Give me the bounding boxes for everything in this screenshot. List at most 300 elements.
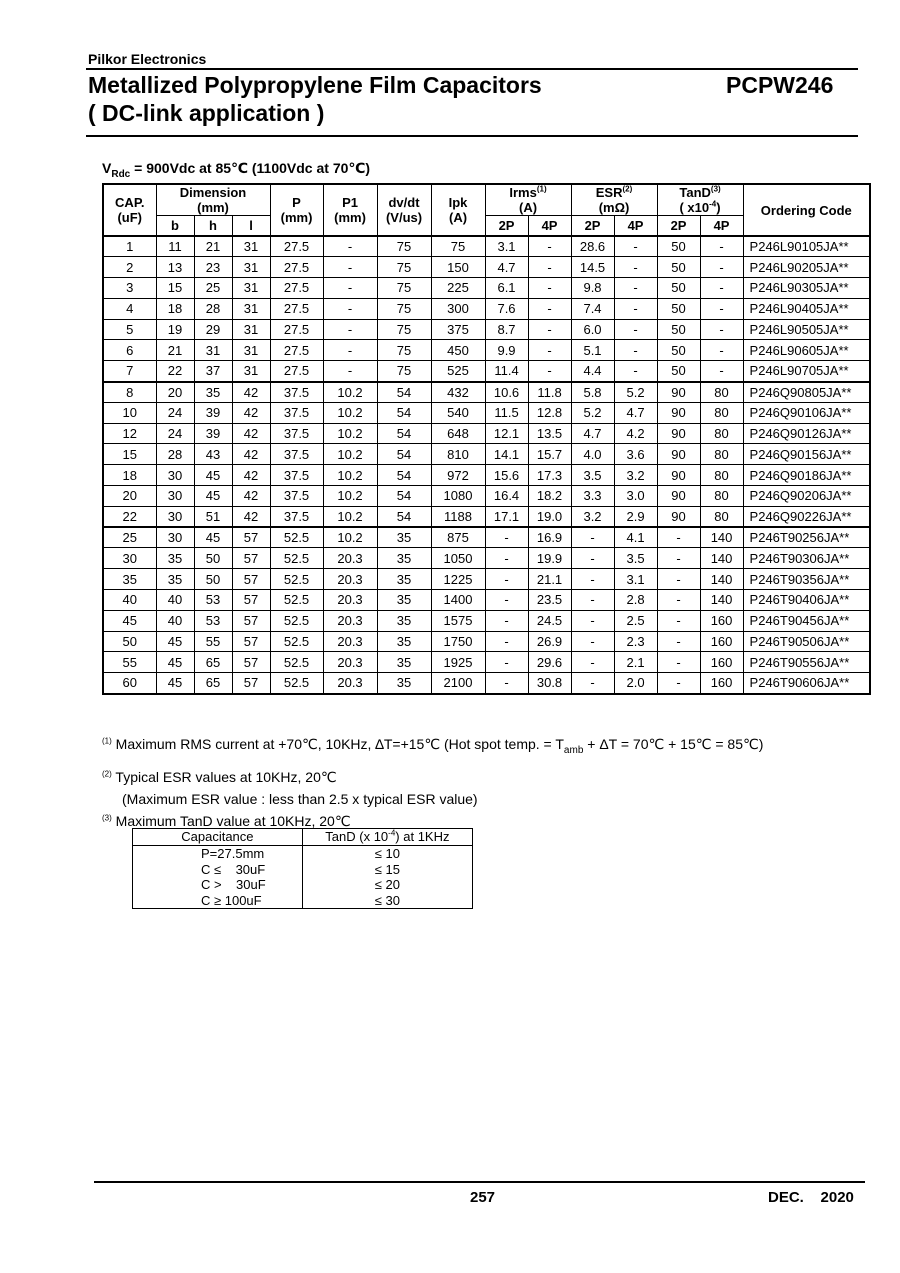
table-cell: 19.9: [528, 548, 571, 569]
table-cell: 10.6: [485, 382, 528, 403]
table-cell: 140: [700, 527, 743, 548]
ordering-code-cell: P246Q90206JA**: [743, 486, 870, 507]
table-cell: -: [485, 673, 528, 694]
table-cell: 42: [232, 402, 270, 423]
table-cell: 22: [103, 506, 156, 527]
table-cell: -: [657, 673, 700, 694]
table-row: [103, 506, 870, 527]
table-cell: 80: [700, 506, 743, 527]
table-cell: 35: [103, 569, 156, 590]
ordering-code-cell: P246T90356JA**: [743, 569, 870, 590]
table-cell: 4.0: [571, 444, 614, 465]
table-cell: 40: [156, 610, 194, 631]
table-cell: -: [485, 610, 528, 631]
table-cell: 42: [232, 486, 270, 507]
spec-table-body: [103, 236, 870, 694]
tand-row: [133, 846, 473, 862]
table-cell: -: [700, 340, 743, 361]
table-row: [103, 402, 870, 423]
header-esr: ESR$^{(2)}$ (mΩ): [571, 184, 657, 216]
table-cell: 160: [700, 673, 743, 694]
table-cell: -: [485, 548, 528, 569]
tand-capacitance-cell: C > 30uF: [133, 877, 303, 893]
header-h: h: [194, 216, 232, 237]
table-cell: 31: [232, 278, 270, 299]
table-cell: 30: [156, 465, 194, 486]
table-cell: 3.3: [571, 486, 614, 507]
table-cell: 52.5: [270, 610, 323, 631]
table-cell: -: [614, 319, 657, 340]
ordering-code-cell: P246Q90126JA**: [743, 423, 870, 444]
table-cell: 28: [194, 298, 232, 319]
table-cell: 17.1: [485, 506, 528, 527]
header-esr-2p: 2P: [571, 216, 614, 237]
table-cell: 18.2: [528, 486, 571, 507]
table-cell: 8.7: [485, 319, 528, 340]
table-cell: 21: [156, 340, 194, 361]
table-cell: 42: [232, 423, 270, 444]
table-cell: -: [323, 236, 377, 257]
document-date: DEC. 2020: [768, 1189, 854, 1206]
tand-header-capacitance: Capacitance: [133, 829, 303, 846]
table-cell: 2.5: [614, 610, 657, 631]
table-cell: 31: [232, 340, 270, 361]
table-cell: 28: [156, 444, 194, 465]
table-cell: 75: [377, 340, 431, 361]
table-cell: 9.8: [571, 278, 614, 299]
table-cell: -: [657, 527, 700, 548]
table-cell: 37.5: [270, 486, 323, 507]
table-cell: 35: [194, 382, 232, 403]
table-cell: 57: [232, 548, 270, 569]
table-cell: 55: [194, 631, 232, 652]
ordering-code-cell: P246L90305JA**: [743, 278, 870, 299]
table-cell: 54: [377, 402, 431, 423]
tand-value-cell: ≤ 10: [302, 846, 472, 862]
table-row: [103, 652, 870, 673]
table-cell: -: [485, 631, 528, 652]
document-title: [88, 71, 542, 127]
table-cell: 300: [431, 298, 485, 319]
table-cell: 31: [232, 236, 270, 257]
table-cell: 28.6: [571, 236, 614, 257]
table-cell: 20.3: [323, 673, 377, 694]
table-cell: 2.1: [614, 652, 657, 673]
table-cell: 3.5: [614, 548, 657, 569]
ordering-code-cell: P246T90556JA**: [743, 652, 870, 673]
table-cell: 18: [103, 465, 156, 486]
table-cell: 25: [194, 278, 232, 299]
table-cell: 51: [194, 506, 232, 527]
table-cell: 10.2: [323, 486, 377, 507]
table-cell: 57: [232, 610, 270, 631]
table-cell: 54: [377, 465, 431, 486]
table-row: [103, 610, 870, 631]
table-cell: 4.7: [485, 257, 528, 278]
table-cell: 160: [700, 610, 743, 631]
table-cell: -: [571, 631, 614, 652]
table-cell: -: [528, 278, 571, 299]
footnotes: [102, 733, 763, 832]
table-cell: 75: [431, 236, 485, 257]
ordering-code-cell: P246Q90106JA**: [743, 402, 870, 423]
table-cell: 37.5: [270, 423, 323, 444]
table-cell: -: [323, 319, 377, 340]
table-cell: 27.5: [270, 361, 323, 382]
table-cell: -: [700, 257, 743, 278]
table-cell: 50: [194, 569, 232, 590]
table-cell: 1925: [431, 652, 485, 673]
table-cell: -: [571, 527, 614, 548]
ordering-code-cell: P246T90456JA**: [743, 610, 870, 631]
table-cell: 31: [232, 361, 270, 382]
table-row: [103, 590, 870, 611]
table-cell: 1080: [431, 486, 485, 507]
table-cell: 2100: [431, 673, 485, 694]
table-cell: 20.3: [323, 569, 377, 590]
table-cell: 37.5: [270, 465, 323, 486]
table-cell: 50: [103, 631, 156, 652]
table-cell: 50: [657, 319, 700, 340]
table-cell: 57: [232, 590, 270, 611]
table-cell: 19: [156, 319, 194, 340]
table-cell: 90: [657, 506, 700, 527]
table-cell: 11.4: [485, 361, 528, 382]
table-cell: 80: [700, 423, 743, 444]
header-p: P (mm): [270, 184, 323, 236]
table-cell: 26.9: [528, 631, 571, 652]
table-cell: 42: [232, 382, 270, 403]
table-cell: 2: [103, 257, 156, 278]
table-cell: 30: [156, 506, 194, 527]
table-cell: 45: [194, 486, 232, 507]
table-cell: 3.6: [614, 444, 657, 465]
table-cell: 8: [103, 382, 156, 403]
table-cell: 4.2: [614, 423, 657, 444]
ordering-code-cell: P246Q90156JA**: [743, 444, 870, 465]
table-cell: 30: [156, 527, 194, 548]
table-cell: -: [571, 548, 614, 569]
table-cell: 57: [232, 652, 270, 673]
header-esr-4p: 4P: [614, 216, 657, 237]
table-cell: 90: [657, 402, 700, 423]
table-cell: 50: [657, 340, 700, 361]
table-cell: 39: [194, 423, 232, 444]
tand-value-cell: ≤ 30: [302, 893, 472, 909]
table-cell: 15.7: [528, 444, 571, 465]
table-cell: 20.3: [323, 548, 377, 569]
table-cell: 20: [103, 486, 156, 507]
table-cell: 648: [431, 423, 485, 444]
table-cell: 35: [377, 652, 431, 673]
table-cell: 35: [377, 527, 431, 548]
table-cell: 3.5: [571, 465, 614, 486]
tand-row: [133, 862, 473, 878]
table-cell: 45: [194, 465, 232, 486]
table-row: [103, 444, 870, 465]
table-cell: 11.8: [528, 382, 571, 403]
table-cell: 10.2: [323, 465, 377, 486]
table-cell: 5.8: [571, 382, 614, 403]
table-cell: 57: [232, 569, 270, 590]
table-cell: 4.7: [614, 402, 657, 423]
table-cell: 52.5: [270, 673, 323, 694]
table-cell: -: [614, 298, 657, 319]
table-cell: 35: [156, 569, 194, 590]
title-line-2: ( DC-link application ): [88, 100, 325, 126]
table-cell: 10.2: [323, 506, 377, 527]
table-cell: 24: [156, 402, 194, 423]
table-cell: 53: [194, 590, 232, 611]
footnote-2: $^{(2)}$ Typical ESR values at 10KHz, 20℃: [102, 768, 337, 785]
table-cell: 65: [194, 673, 232, 694]
table-cell: 15.6: [485, 465, 528, 486]
table-cell: 31: [194, 340, 232, 361]
tand-row: [133, 877, 473, 893]
table-cell: 3: [103, 278, 156, 299]
table-cell: 52.5: [270, 631, 323, 652]
table-cell: 35: [377, 610, 431, 631]
table-cell: 52.5: [270, 590, 323, 611]
table-cell: 35: [377, 590, 431, 611]
table-cell: 54: [377, 444, 431, 465]
header-rule: [86, 68, 858, 70]
table-cell: 3.2: [571, 506, 614, 527]
table-cell: 29.6: [528, 652, 571, 673]
table-cell: 57: [232, 527, 270, 548]
table-cell: 20.3: [323, 590, 377, 611]
table-cell: -: [614, 361, 657, 382]
table-cell: 29: [194, 319, 232, 340]
table-cell: 40: [103, 590, 156, 611]
table-cell: 225: [431, 278, 485, 299]
table-cell: 1750: [431, 631, 485, 652]
header-tand-4p: 4P: [700, 216, 743, 237]
table-cell: 54: [377, 382, 431, 403]
ordering-code-cell: P246L90505JA**: [743, 319, 870, 340]
table-cell: 65: [194, 652, 232, 673]
table-row: [103, 298, 870, 319]
header-irms-4p: 4P: [528, 216, 571, 237]
table-cell: 3.1: [614, 569, 657, 590]
table-cell: 31: [232, 319, 270, 340]
table-cell: -: [571, 610, 614, 631]
header-irms: Irms$^{(1)}$ (A): [485, 184, 571, 216]
table-cell: -: [323, 340, 377, 361]
table-row: [103, 465, 870, 486]
table-cell: -: [528, 236, 571, 257]
table-cell: 3.1: [485, 236, 528, 257]
table-cell: 17.3: [528, 465, 571, 486]
table-cell: -: [485, 652, 528, 673]
table-cell: 53: [194, 610, 232, 631]
table-cell: 19.0: [528, 506, 571, 527]
table-cell: 42: [232, 506, 270, 527]
tand-row: [133, 893, 473, 909]
table-cell: 5.1: [571, 340, 614, 361]
table-cell: 432: [431, 382, 485, 403]
table-cell: 10.2: [323, 527, 377, 548]
table-cell: 21: [194, 236, 232, 257]
table-cell: -: [657, 590, 700, 611]
table-cell: 50: [657, 298, 700, 319]
table-cell: 75: [377, 361, 431, 382]
table-row: [103, 423, 870, 444]
table-cell: 15: [156, 278, 194, 299]
table-cell: 12.1: [485, 423, 528, 444]
table-cell: -: [485, 527, 528, 548]
table-cell: -: [700, 278, 743, 299]
table-cell: -: [657, 652, 700, 673]
table-cell: 50: [657, 278, 700, 299]
table-cell: 27.5: [270, 257, 323, 278]
table-cell: -: [700, 236, 743, 257]
table-cell: 90: [657, 486, 700, 507]
table-cell: 1400: [431, 590, 485, 611]
table-cell: 972: [431, 465, 485, 486]
ordering-code-cell: P246Q90226JA**: [743, 506, 870, 527]
table-cell: 18: [156, 298, 194, 319]
table-row: [103, 361, 870, 382]
ordering-code-cell: P246L90205JA**: [743, 257, 870, 278]
table-cell: 4.1: [614, 527, 657, 548]
header-irms-2p: 2P: [485, 216, 528, 237]
table-cell: 75: [377, 319, 431, 340]
ordering-code-cell: P246T90306JA**: [743, 548, 870, 569]
table-cell: 375: [431, 319, 485, 340]
table-cell: 4: [103, 298, 156, 319]
table-cell: 80: [700, 486, 743, 507]
table-cell: 52.5: [270, 527, 323, 548]
table-cell: 31: [232, 257, 270, 278]
tand-value-cell: ≤ 15: [302, 862, 472, 878]
table-cell: 10.2: [323, 402, 377, 423]
table-cell: 22: [156, 361, 194, 382]
table-cell: 140: [700, 548, 743, 569]
table-cell: 20.3: [323, 610, 377, 631]
table-cell: 27.5: [270, 278, 323, 299]
header-dvdt: dv/dt (V/us): [377, 184, 431, 236]
table-cell: -: [485, 569, 528, 590]
header-ipk: Ipk (A): [431, 184, 485, 236]
table-cell: -: [657, 569, 700, 590]
table-cell: 5.2: [614, 382, 657, 403]
table-cell: 60: [103, 673, 156, 694]
tand-capacitance-cell: C ≥ 100uF: [133, 893, 303, 909]
table-cell: 20.3: [323, 631, 377, 652]
table-cell: 35: [377, 673, 431, 694]
model-number: PCPW246: [726, 72, 834, 98]
table-cell: 14.1: [485, 444, 528, 465]
table-cell: 27.5: [270, 340, 323, 361]
table-cell: 10.2: [323, 423, 377, 444]
table-cell: 6: [103, 340, 156, 361]
table-cell: -: [323, 361, 377, 382]
table-cell: -: [657, 631, 700, 652]
table-cell: 160: [700, 652, 743, 673]
ordering-code-cell: P246L90105JA**: [743, 236, 870, 257]
table-cell: 24: [156, 423, 194, 444]
table-row: [103, 631, 870, 652]
table-cell: -: [614, 257, 657, 278]
table-cell: 37.5: [270, 402, 323, 423]
table-cell: 90: [657, 382, 700, 403]
table-row: [103, 278, 870, 299]
table-cell: -: [528, 340, 571, 361]
ordering-code-cell: P246L90405JA**: [743, 298, 870, 319]
table-cell: -: [571, 673, 614, 694]
title-line-1: Metallized Polypropylene Film Capacitors: [88, 72, 542, 98]
table-row: [103, 257, 870, 278]
company-name: Pilkor Electronics: [88, 51, 207, 67]
table-cell: 3.2: [614, 465, 657, 486]
table-cell: -: [614, 278, 657, 299]
table-row: [103, 569, 870, 590]
table-cell: 35: [377, 569, 431, 590]
table-cell: 1225: [431, 569, 485, 590]
table-cell: 25: [103, 527, 156, 548]
table-cell: -: [323, 257, 377, 278]
tand-value-cell: ≤ 20: [302, 877, 472, 893]
table-cell: 1188: [431, 506, 485, 527]
table-cell: 50: [657, 361, 700, 382]
table-cell: -: [700, 361, 743, 382]
ordering-code-cell: P246L90705JA**: [743, 361, 870, 382]
table-cell: 11: [156, 236, 194, 257]
table-cell: 43: [194, 444, 232, 465]
table-cell: 2.0: [614, 673, 657, 694]
table-cell: 45: [103, 610, 156, 631]
header-dimension: Dimension (mm): [156, 184, 270, 216]
table-cell: 7.6: [485, 298, 528, 319]
table-cell: 30: [103, 548, 156, 569]
table-cell: 90: [657, 444, 700, 465]
table-cell: -: [571, 590, 614, 611]
table-cell: 23.5: [528, 590, 571, 611]
table-cell: 7: [103, 361, 156, 382]
table-cell: 12.8: [528, 402, 571, 423]
table-cell: 3.0: [614, 486, 657, 507]
table-cell: -: [700, 319, 743, 340]
ordering-code-cell: P246T90256JA**: [743, 527, 870, 548]
table-cell: 54: [377, 506, 431, 527]
table-cell: -: [614, 340, 657, 361]
table-cell: 35: [377, 631, 431, 652]
table-cell: 150: [431, 257, 485, 278]
table-cell: 1: [103, 236, 156, 257]
table-cell: 54: [377, 423, 431, 444]
table-cell: 45: [156, 673, 194, 694]
table-cell: -: [614, 236, 657, 257]
table-cell: -: [528, 298, 571, 319]
header-tand-2p: 2P: [657, 216, 700, 237]
table-cell: 14.5: [571, 257, 614, 278]
table-cell: 52.5: [270, 652, 323, 673]
table-cell: -: [528, 319, 571, 340]
header-l: l: [232, 216, 270, 237]
table-cell: 50: [657, 236, 700, 257]
title-rule: [86, 135, 858, 137]
table-cell: 2.9: [614, 506, 657, 527]
table-cell: 16.4: [485, 486, 528, 507]
table-row: [103, 486, 870, 507]
table-cell: 810: [431, 444, 485, 465]
table-cell: 6.1: [485, 278, 528, 299]
table-row: [103, 673, 870, 694]
table-cell: 27.5: [270, 236, 323, 257]
table-cell: 10.2: [323, 444, 377, 465]
table-cell: 540: [431, 402, 485, 423]
